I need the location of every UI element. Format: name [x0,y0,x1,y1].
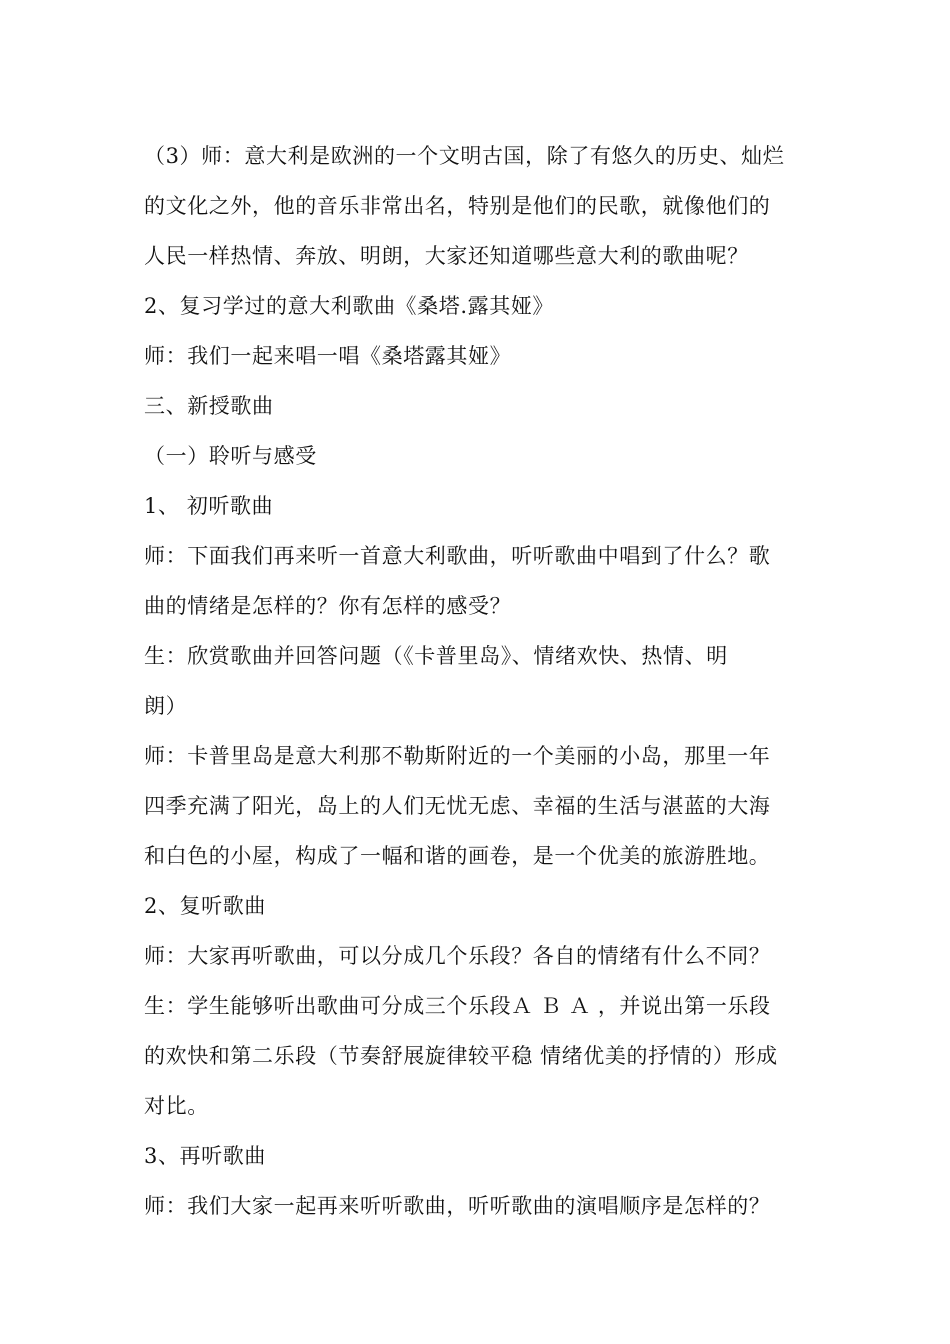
paragraph-line: 对比。 [144,1094,209,1118]
paragraph-line: 师：卡普里岛是意大利那不勒斯附近的一个美丽的小岛，那里一年 [144,744,771,768]
document-body [144,131,814,1231]
section-heading: （一）聆听与感受 [144,444,317,468]
paragraph-line: 生：欣赏歌曲并回答问题（《卡普里岛》、情绪欢快、热情、明 [144,644,728,668]
paragraph-line: 的文化之外，他的音乐非常出名，特别是他们的民歌，就像他们的 [144,194,771,218]
section-heading: 2、复听歌曲 [144,894,266,918]
section-heading: 1、 初听歌曲 [144,494,274,518]
paragraph-line: 师：大家再听歌曲，可以分成几个乐段？各自的情绪有什么不同？ [144,944,771,968]
section-heading: 3、再听歌曲 [144,1144,266,1168]
section-heading: 三、新授歌曲 [144,394,274,418]
paragraph-line: 四季充满了阳光，岛上的人们无忧无虑、幸福的生活与湛蓝的大海 [144,794,771,818]
paragraph-line: 的欢快和第二乐段（节奏舒展旋律较平稳 情绪优美的抒情的）形成 [144,1044,778,1068]
paragraph-line: 师：我们一起来唱一唱《桑塔露其娅》 [144,344,512,368]
paragraph-line: 师：我们大家一起再来听听歌曲，听听歌曲的演唱顺序是怎样的？ [144,1194,771,1218]
paragraph-line: 生：学生能够听出歌曲可分成三个乐段Ａ Ｂ Ａ ，并说出第一乐段 [144,994,771,1018]
paragraph-line: 曲的情绪是怎样的？你有怎样的感受？ [144,594,512,618]
paragraph-line: 人民一样热情、奔放、明朗，大家还知道哪些意大利的歌曲呢？ [144,244,749,268]
section-heading: 2、复习学过的意大利歌曲《桑塔.露其娅》 [144,294,555,318]
paragraph-line: 师：下面我们再来听一首意大利歌曲，听听歌曲中唱到了什么？歌 [144,544,771,568]
paragraph-line: （3）师：意大利是欧洲的一个文明古国，除了有悠久的历史、灿烂 [144,144,785,168]
paragraph-line: 朗） [144,694,188,718]
paragraph-line: 和白色的小屋，构成了一幅和谐的画卷，是一个优美的旅游胜地。 [144,844,771,868]
